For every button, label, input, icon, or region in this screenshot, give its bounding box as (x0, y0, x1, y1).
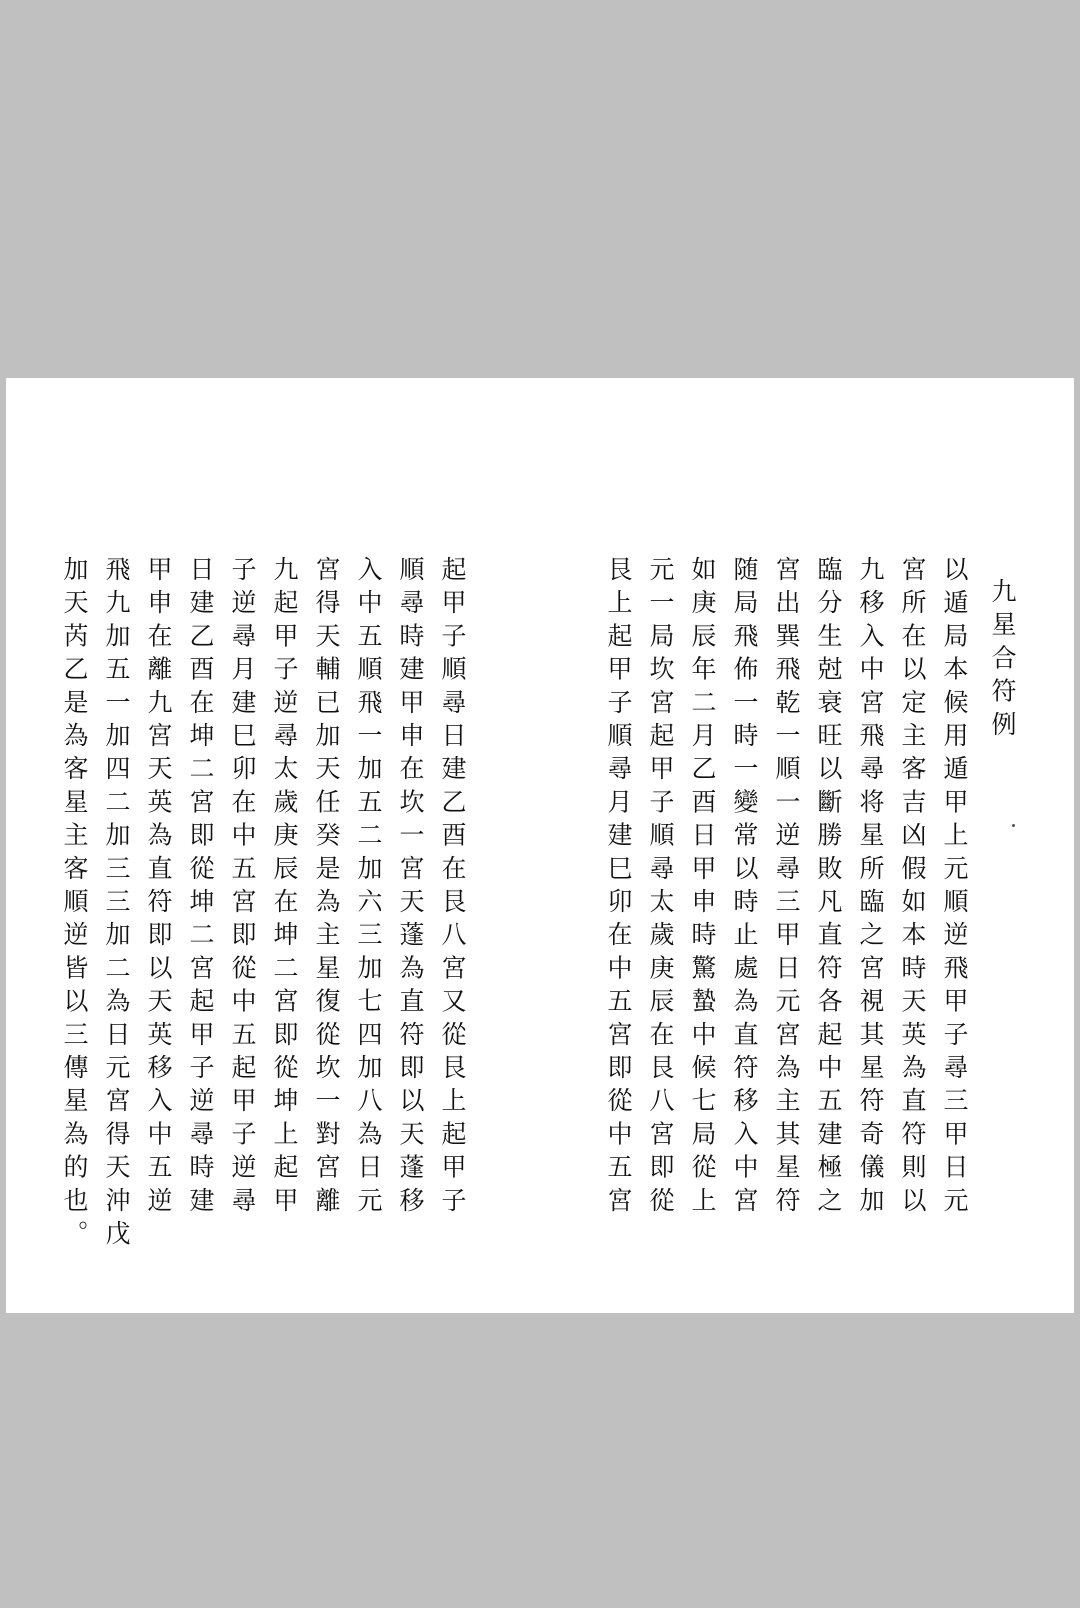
left-page-column-6: 子逆尋月建巳卯在中五宮即從中五起甲子逆尋 (228, 556, 257, 1220)
right-page-column-5: 宮出巽飛乾一順一逆尋三甲日元宮為主其星符 (772, 556, 801, 1220)
document-page (6, 378, 1074, 1313)
right-page-column-9: 艮上起甲子順尋月建巳卯在中五宮即從中五宮 (604, 556, 633, 1220)
right-page-column-7: 如庚辰年二月乙酉日甲申時驚蟄中候七局從上 (688, 556, 717, 1220)
right-page-column-2: 宮所在以定主客吉凶假如本時天英為直符則以 (898, 556, 927, 1220)
right-page-column-1: 以遁局本候用遁甲上元順逆飛甲子尋三甲日元 (940, 556, 969, 1220)
left-page-column-3: 入中五順飛一加五二加六三加七四加八為日元 (354, 556, 383, 1220)
left-page-column-2: 順尋時建甲申在坎一宮天蓬為直符即以天蓬移 (396, 556, 425, 1220)
left-page-column-10: 加天芮乙是為客星主客順逆皆以三傳星為的也。 (60, 556, 89, 1254)
margin-mark (1012, 824, 1015, 827)
right-page-column-6: 随局飛佈一時一變常以時止處為直符移入中宮 (730, 556, 759, 1220)
right-page-column-4: 臨分生尅衰旺以斷勝敗凡直符各起中五建極之 (814, 556, 843, 1220)
left-page-column-5: 九起甲子逆尋太歲庚辰在坤二宮即從坤上起甲 (270, 556, 299, 1220)
left-page-column-9: 飛九加五一加四二加三三加二為日元宮得天沖戊 (102, 556, 131, 1254)
left-page-column-7: 日建乙酉在坤二宮即從坤二宮起甲子逆尋時建 (186, 556, 215, 1220)
left-page-column-4: 宮得天輔已加天任癸是為主星復從坎一對宮離 (312, 556, 341, 1220)
right-page-column-8: 元一局坎宮起甲子順尋太歲庚辰在艮八宮即從 (646, 556, 675, 1220)
right-page-heading: 九星合符例 (988, 578, 1017, 744)
left-page-column-1: 起甲子順尋日建乙酉在艮八宮又從艮上起甲子 (438, 556, 467, 1220)
left-page-column-8: 甲申在離九宮天英為直符即以天英移入中五逆 (144, 556, 173, 1220)
right-page-column-3: 九移入中宮飛尋将星所臨之宮視其星符奇儀加 (856, 556, 885, 1220)
